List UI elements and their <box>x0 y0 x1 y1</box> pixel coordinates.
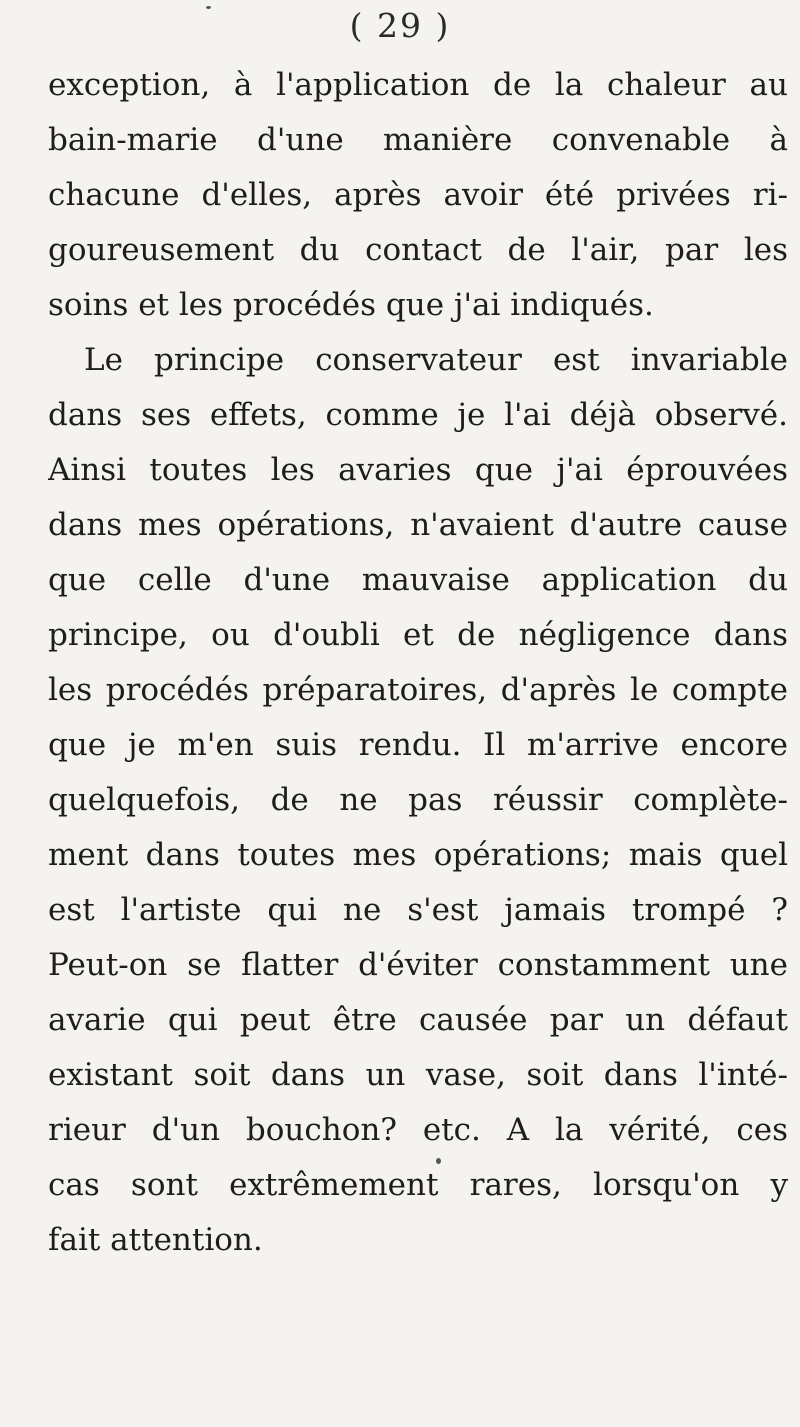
text-line: cas sont extrêmement rares, lorsqu'on y <box>48 1167 788 1203</box>
ink-speck <box>206 6 211 9</box>
text-line: soins et les procédés que j'ai indiqués. <box>48 287 654 323</box>
text-line: rieur d'un bouchon? etc. A la vérité, ces <box>48 1112 788 1148</box>
text-line: dans mes opérations, n'avaient d'autre cause <box>48 507 788 543</box>
text-line: que celle d'une mauvaise application du <box>48 562 788 598</box>
text-line: ment dans toutes mes opérations; mais quel <box>48 837 788 873</box>
paragraph-start-line: Le principe conservateur est invariable <box>84 342 788 378</box>
page-number: ( 29 ) <box>349 6 451 45</box>
text-line: bain-marie d'une manière convenable à <box>48 122 788 158</box>
text-line: fait attention. <box>48 1222 263 1258</box>
text-line: chacune d'elles, après avoir été privées ri- <box>48 177 788 213</box>
text-line: quelquefois, de ne pas réussir complète- <box>48 782 788 818</box>
text-line: principe, ou d'oubli et de négligence dans <box>48 617 788 653</box>
text-line: existant soit dans un vase, soit dans l'inté- <box>48 1057 788 1093</box>
body-text <box>48 58 788 1268</box>
text-line: Ainsi toutes les avaries que j'ai éprouvées <box>48 452 788 488</box>
text-line: Peut-on se flatter d'éviter constamment une <box>48 947 788 983</box>
ink-speck <box>436 1158 441 1164</box>
text-line: exception, à l'application de la chaleur au <box>48 67 788 103</box>
text-line: que je m'en suis rendu. Il m'arrive encore <box>48 727 788 763</box>
text-line: avarie qui peut être causée par un défaut <box>48 1002 788 1038</box>
text-line: goureusement du contact de l'air, par les <box>48 232 788 268</box>
text-line: dans ses effets, comme je l'ai déjà observé. <box>48 397 788 433</box>
text-line: est l'artiste qui ne s'est jamais trompé ? <box>48 892 788 928</box>
text-line: les procédés préparatoires, d'après le compte <box>48 672 788 708</box>
